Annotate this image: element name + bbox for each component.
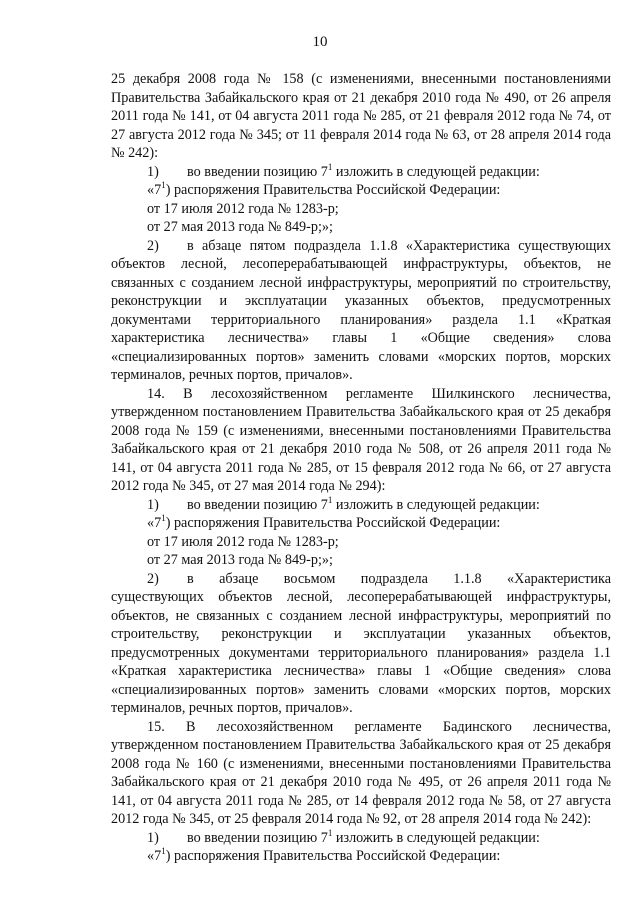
list-item: 1) во введении позицию $7^1$ изложить в следующей редакции: <box>111 496 611 515</box>
page-number: 10 <box>312 34 328 50</box>
item-number: 2) <box>147 570 159 587</box>
paragraph-continuation: 25 декабря 2008 года № 158 (с изменениями, внесенными постановлениями Правительства Забайкальского края от 21 декабря 2010 года № 490, от 26 апреля 2011 года № 141, от 04 августа 2011 года № 285, от 21 февраля 2012 года № 74, от 27 августа 2012 года № 345; от 11 февраля 2014 года № 63, от 28 апреля 2014 года № 242): <box>111 71 611 161</box>
document-body <box>111 70 611 866</box>
quote-line: «$7^1$) распоряжения Правительства Российской Федерации: <box>147 513 501 531</box>
list-item: 1) во введении позицию $7^1$ изложить в следующей редакции: <box>111 163 611 182</box>
item-number: 1) <box>147 829 159 846</box>
list-item-first-line: 2) в абзаце пятом подраздела 1.1.8 «Характеристика существующих <box>111 237 611 256</box>
item-number: 1) <box>147 163 159 180</box>
list-item-first-line: 2) в абзаце восьмом подраздела 1.1.8 «Характеристика <box>111 570 611 589</box>
list-item-continuation: существующих объектов лесной, лесоперерабатывающей инфраструктуры, объектов, не связанных с созданием лесной инфраструктуры, мероприятий по строительству, реконструкции и эксплуатации указанных объектов, предусмотренных документами территориального планирования» раздела 1.1 «Краткая характеристика лесничества» главы 1 «Общие сведения» слова «специализированных портов» заменить словами «морских портов, морских терминалов, речных портов, причалов». <box>111 589 611 716</box>
list-item: 1) во введении позицию $7^1$ изложить в следующей редакции: <box>111 829 611 848</box>
quote-line: «$7^1$) распоряжения Правительства Российской Федерации: <box>147 180 501 198</box>
quote-line: «$7^1$) распоряжения Правительства Российской Федерации: <box>147 846 501 864</box>
quote-line: от 17 июля 2012 года № 1283-р; <box>147 533 339 550</box>
quote-line: от 27 мая 2013 года № 849-р;»; <box>147 219 333 235</box>
paragraph-section-14: 14. В лесохозяйственном регламенте Шилкинского лесничества, утвержденном постановлением Правительства Забайкальского края от 25 декабря 2008 года № 159 (с изменениями, внесенными постановлениями Правительства Забайкальского края от 21 декабря 2010 года № 508, от 26 апреля 2011 года № 141, от 04 августа 2011 года № 285, от 15 февраля 2012 года № 66, от 27 августа 2012 года № 345, от 27 мая 2014 года № 294): <box>111 385 611 494</box>
item-number: 2) <box>147 237 159 254</box>
quote-line: от 27 мая 2013 года № 849-р;»; <box>147 552 333 568</box>
list-item-continuation: объектов лесной, лесоперерабатывающей инфраструктуры, объектов, не связанных с созданием лесной инфраструктуры, мероприятий по строительству, реконструкции и эксплуатации указанных объектов, предусмотренных документами территориального планирования» раздела 1.1 «Краткая характеристика лесничества» главы 1 «Общие сведения» слова «специализированных портов» заменить словами «морских портов, морских терминалов, речных портов, причалов». <box>111 256 611 383</box>
item-number: 1) <box>147 496 159 513</box>
quote-line: от 17 июля 2012 года № 1283-р; <box>147 200 339 217</box>
paragraph-section-15: 15. В лесохозяйственном регламенте Бадинского лесничества, утвержденном постановлением Правительства Забайкальского края от 25 декабря 2008 года № 160 (с изменениями, внесенными постановлениями Правительства Забайкальского края от 21 декабря 2010 года № 495, от 26 апреля 2011 года № 141, от 04 августа 2011 года № 285, от 14 февраля 2012 года № 58, от 27 августа 2012 года № 345, от 25 февраля 2014 года № 92, от 28 апреля 2014 года № 242): <box>111 718 611 827</box>
